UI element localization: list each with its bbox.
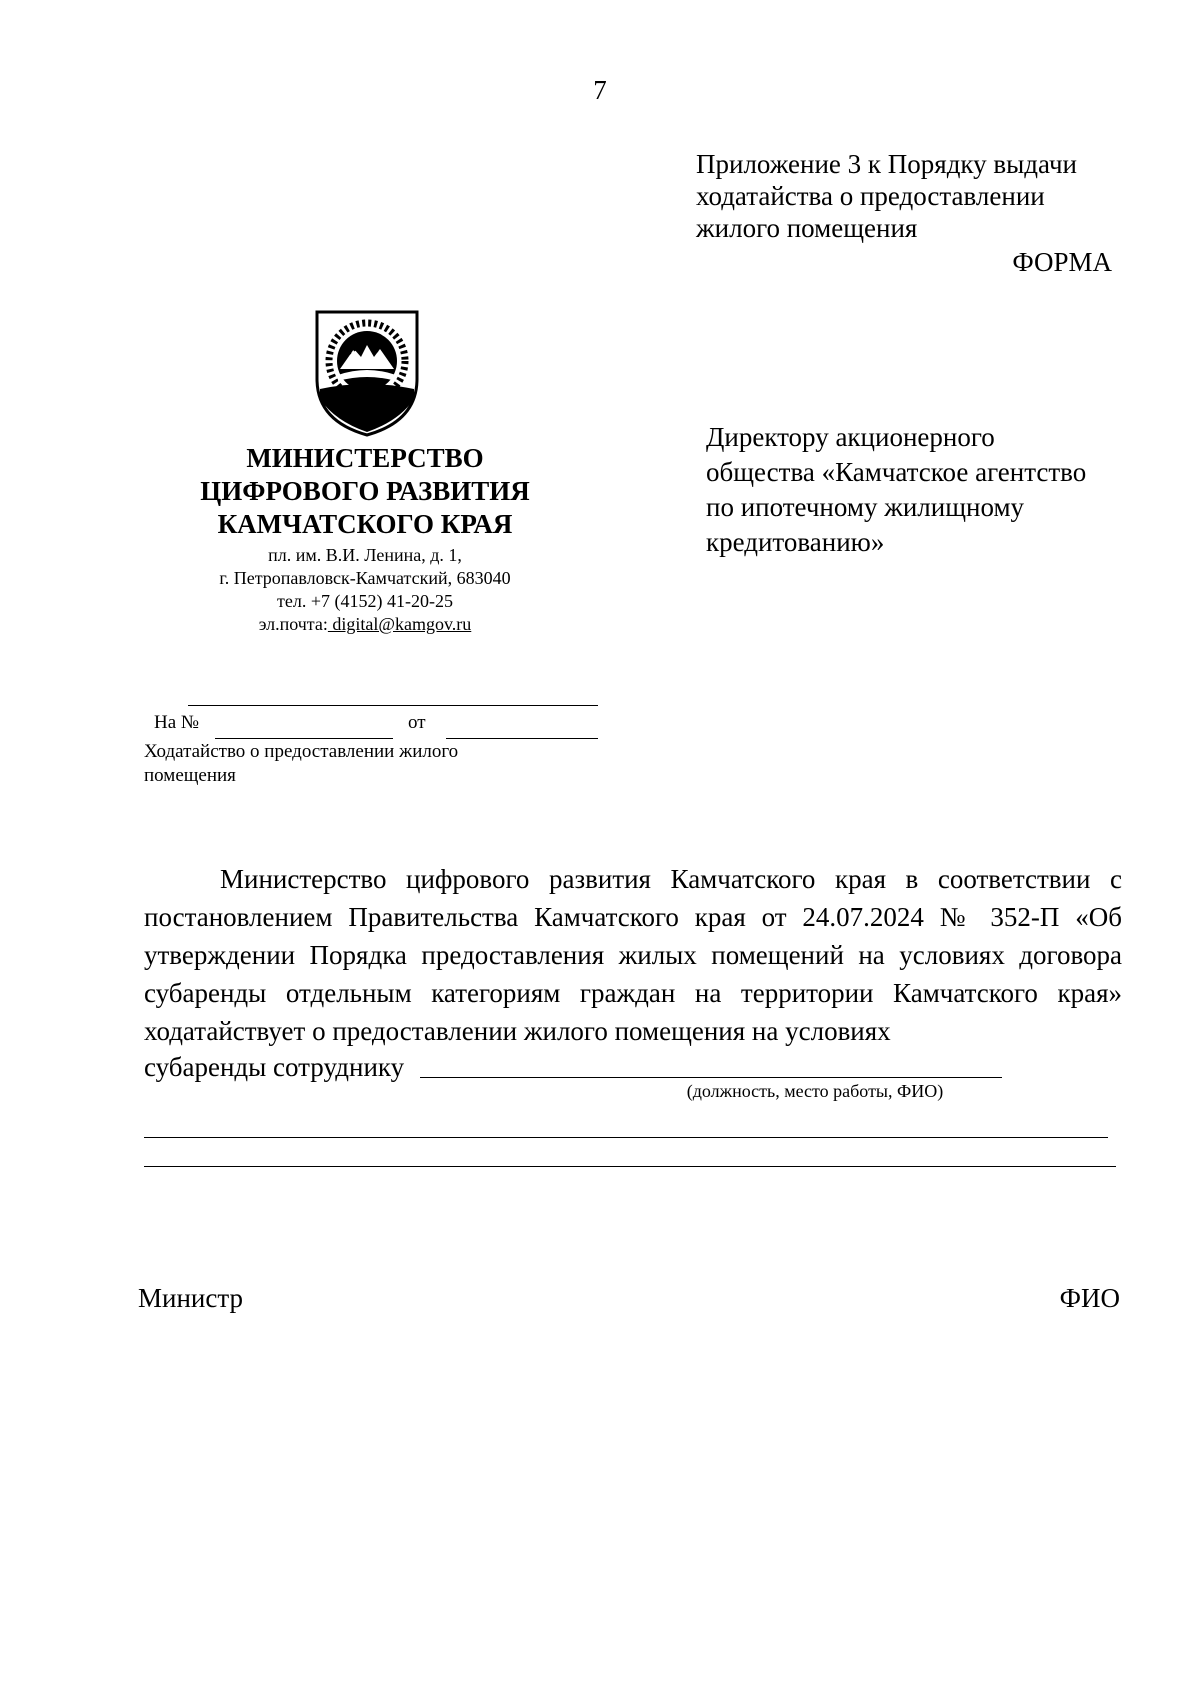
body-last-line — [144, 1050, 404, 1084]
incoming-number-field[interactable] — [215, 738, 393, 739]
body-paragraph: Министерство цифрового развития Камчатского края в соответствии с постановлением Правительства Камчатского края от 24.07.2024 № 352-П «Об утверждении Порядка предоставления жилых помещений на условиях договора субаренды отдельным категориям граждан на территории Камчатского края» ходатайствует о предоставлении жилого помещения на условиях — [144, 864, 1122, 1046]
body-last-line-prefix: субаренды сотруднику — [144, 1052, 405, 1082]
email-label: эл.почта: — [258, 614, 328, 634]
address-line: г. Петропавловск-Камчатский, 683040 — [219, 568, 511, 588]
subject-line: помещения — [144, 765, 236, 786]
addressee-line: кредитованию» — [706, 527, 885, 557]
ministry-contacts — [140, 544, 590, 636]
subject-line: Ходатайство о предоставлении жилого — [144, 741, 459, 762]
ministry-name — [140, 442, 590, 541]
page-number: 7 — [593, 75, 607, 105]
form-label: ФОРМА — [1012, 247, 1112, 277]
ministry-name-line: КАМЧАТСКОГО КРАЯ — [217, 509, 513, 539]
outgoing-number-rule — [188, 705, 598, 706]
letter-subject — [144, 740, 574, 788]
signatory-title: Министр — [138, 1283, 243, 1313]
incoming-date-field[interactable] — [446, 738, 598, 739]
employee-field[interactable] — [420, 1077, 1002, 1078]
addressee-line: по ипотечному жилищному — [706, 492, 1025, 522]
appendix-note — [696, 148, 1136, 244]
employee-field-hint: (должность, место работы, ФИО) — [686, 1081, 944, 1101]
kamchatka-coat-of-arms-icon — [314, 309, 420, 437]
addressee-line: Директору акционерного — [706, 422, 995, 452]
employee-field-line-3[interactable] — [144, 1166, 1116, 1167]
signatory-name: ФИО — [1059, 1283, 1120, 1313]
ministry-name-line: ЦИФРОВОГО РАЗВИТИЯ — [200, 476, 530, 506]
appendix-line: Приложение 3 к Порядку выдачи — [696, 149, 1077, 179]
appendix-line: жилого помещения — [696, 213, 918, 243]
addressee-line: общества «Камчатское агентство — [706, 457, 1087, 487]
incoming-number-label: На № — [154, 712, 200, 733]
addressee-block — [706, 420, 1146, 560]
employee-field-line-2[interactable] — [144, 1137, 1108, 1138]
ministry-name-line: МИНИСТЕРСТВО — [246, 443, 484, 473]
email-line — [140, 613, 590, 636]
email-link[interactable]: digital@kamgov.ru — [327, 614, 472, 634]
incoming-date-label: от — [408, 712, 426, 733]
address-line: пл. им. В.И. Ленина, д. 1, — [268, 545, 462, 565]
phone-line: тел. +7 (4152) 41-20-25 — [277, 591, 453, 611]
appendix-line: ходатайства о предоставлении — [696, 181, 1045, 211]
